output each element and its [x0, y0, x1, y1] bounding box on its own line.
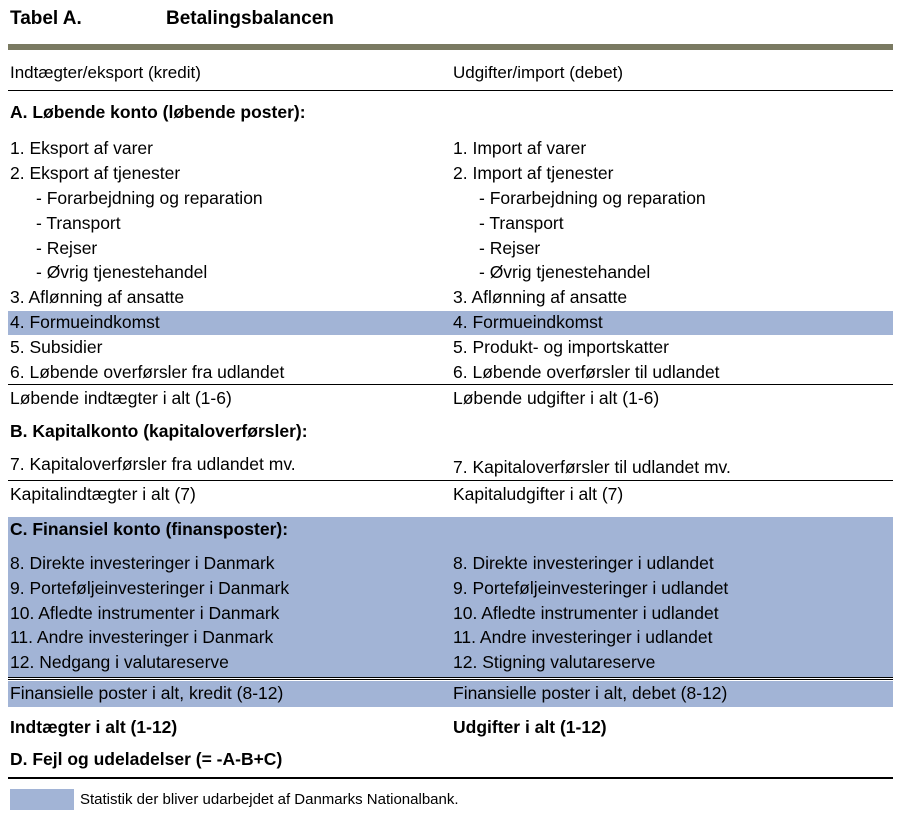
legend-text: Statistik der bliver udarbejdet af Danmarks Nationalbank. — [80, 791, 459, 808]
row-credit: 8. Direkte investeringer i Danmark — [10, 553, 275, 573]
section-a-heading — [0, 100, 908, 125]
total-credit: Kapitalindtægter i alt (7) — [10, 484, 196, 504]
row-credit: 1. Eksport af varer — [10, 138, 153, 158]
table-row — [0, 136, 908, 161]
row-credit: 6. Løbende overførsler fra udlandet — [10, 362, 285, 382]
column-header-credit: Indtægter/eksport (kredit) — [10, 63, 201, 82]
table-row — [0, 285, 908, 310]
row-credit: - Øvrig tjenestehandel — [36, 262, 208, 282]
row-debit: 6. Løbende overførsler til udlandet — [453, 362, 720, 382]
table-row — [0, 211, 908, 236]
row-credit: - Forarbejdning og reparation — [36, 188, 263, 208]
section-a-total-row — [0, 386, 908, 411]
row-debit: 10. Afledte instrumenter i udlandet — [453, 603, 719, 623]
grand-total-debit: Udgifter i alt (1-12) — [453, 717, 607, 737]
row-debit: - Rejser — [479, 238, 541, 258]
section-b-total-row — [0, 482, 908, 507]
grand-total-credit: Indtægter i alt (1-12) — [10, 717, 178, 737]
table-row — [0, 310, 908, 335]
table-row — [0, 576, 908, 601]
section-d-heading-text: D. Fejl og udeladelser (= -A-B+C) — [10, 749, 283, 769]
table-title: Betalingsbalancen — [166, 8, 334, 29]
row-credit: 2. Eksport af tjenester — [10, 163, 181, 183]
section-b-heading-text: B. Kapitalkonto (kapitaloverførsler): — [10, 421, 308, 441]
legend-swatch — [10, 789, 74, 810]
section-a-heading-text: A. Løbende konto (løbende poster): — [10, 102, 306, 122]
total-debit: Finansielle poster i alt, debet (8-12) — [453, 683, 728, 703]
title-rule — [8, 44, 893, 50]
table-row — [0, 650, 908, 675]
column-header-debit: Udgifter/import (debet) — [453, 63, 624, 82]
total-credit: Løbende indtægter i alt (1-6) — [10, 388, 232, 408]
row-debit: 8. Direkte investeringer i udlandet — [453, 553, 714, 573]
row-credit: 12. Nedgang i valutareserve — [10, 652, 229, 672]
row-debit: 3. Aflønning af ansatte — [453, 287, 628, 307]
section-d-heading — [0, 747, 908, 772]
section-a-total-divider — [8, 384, 893, 385]
row-debit: 2. Import af tjenester — [453, 163, 614, 183]
row-debit: 4. Formueindkomst — [453, 312, 603, 332]
row-credit: 10. Afledte instrumenter i Danmark — [10, 603, 280, 623]
section-c-total-divider — [8, 677, 893, 680]
total-debit: Kapitaludgifter i alt (7) — [453, 484, 624, 504]
table-row — [0, 551, 908, 576]
row-credit: 5. Subsidier — [10, 337, 103, 357]
row-debit: 1. Import af varer — [453, 138, 587, 158]
section-c-total-row — [0, 681, 908, 706]
row-debit: - Transport — [479, 213, 564, 233]
row-credit: - Rejser — [36, 238, 98, 258]
row-debit: 7. Kapitaloverførsler til udlandet mv. — [453, 457, 731, 477]
table-row — [0, 452, 908, 477]
row-credit: - Transport — [36, 213, 121, 233]
row-debit: 5. Produkt- og importskatter — [453, 337, 669, 357]
table-row — [0, 625, 908, 650]
row-credit: 7. Kapitaloverførsler fra udlandet mv. — [10, 454, 296, 474]
row-debit: 12. Stigning valutareserve — [453, 652, 656, 672]
row-credit: 11. Andre investeringer i Danmark — [10, 627, 274, 647]
table-row — [0, 360, 908, 385]
row-debit: 11. Andre investeringer i udlandet — [453, 627, 713, 647]
table-label: Tabel A. — [10, 8, 82, 29]
total-credit: Finansielle poster i alt, kredit (8-12) — [10, 683, 284, 703]
column-header-row — [0, 60, 908, 85]
table-bottom-rule — [8, 777, 893, 779]
section-c-heading-text: C. Finansiel konto (finansposter): — [10, 519, 289, 539]
row-debit: - Øvrig tjenestehandel — [479, 262, 651, 282]
grand-total-row — [0, 715, 908, 740]
table-row — [0, 335, 908, 360]
row-credit: 9. Porteføljeinvesteringer i Danmark — [10, 578, 290, 598]
row-debit: - Forarbejdning og reparation — [479, 188, 706, 208]
row-credit: 3. Aflønning af ansatte — [10, 287, 185, 307]
table-row — [0, 186, 908, 211]
table-row — [0, 260, 908, 285]
row-credit: 4. Formueindkomst — [10, 312, 160, 332]
section-b-total-divider — [8, 480, 893, 481]
table-row — [0, 161, 908, 186]
total-debit: Løbende udgifter i alt (1-6) — [453, 388, 660, 408]
table-row — [0, 236, 908, 261]
section-c-heading — [0, 517, 908, 542]
header-divider — [8, 90, 893, 91]
row-debit: 9. Porteføljeinvesteringer i udlandet — [453, 578, 729, 598]
table-row — [0, 601, 908, 626]
section-b-heading — [0, 419, 908, 444]
